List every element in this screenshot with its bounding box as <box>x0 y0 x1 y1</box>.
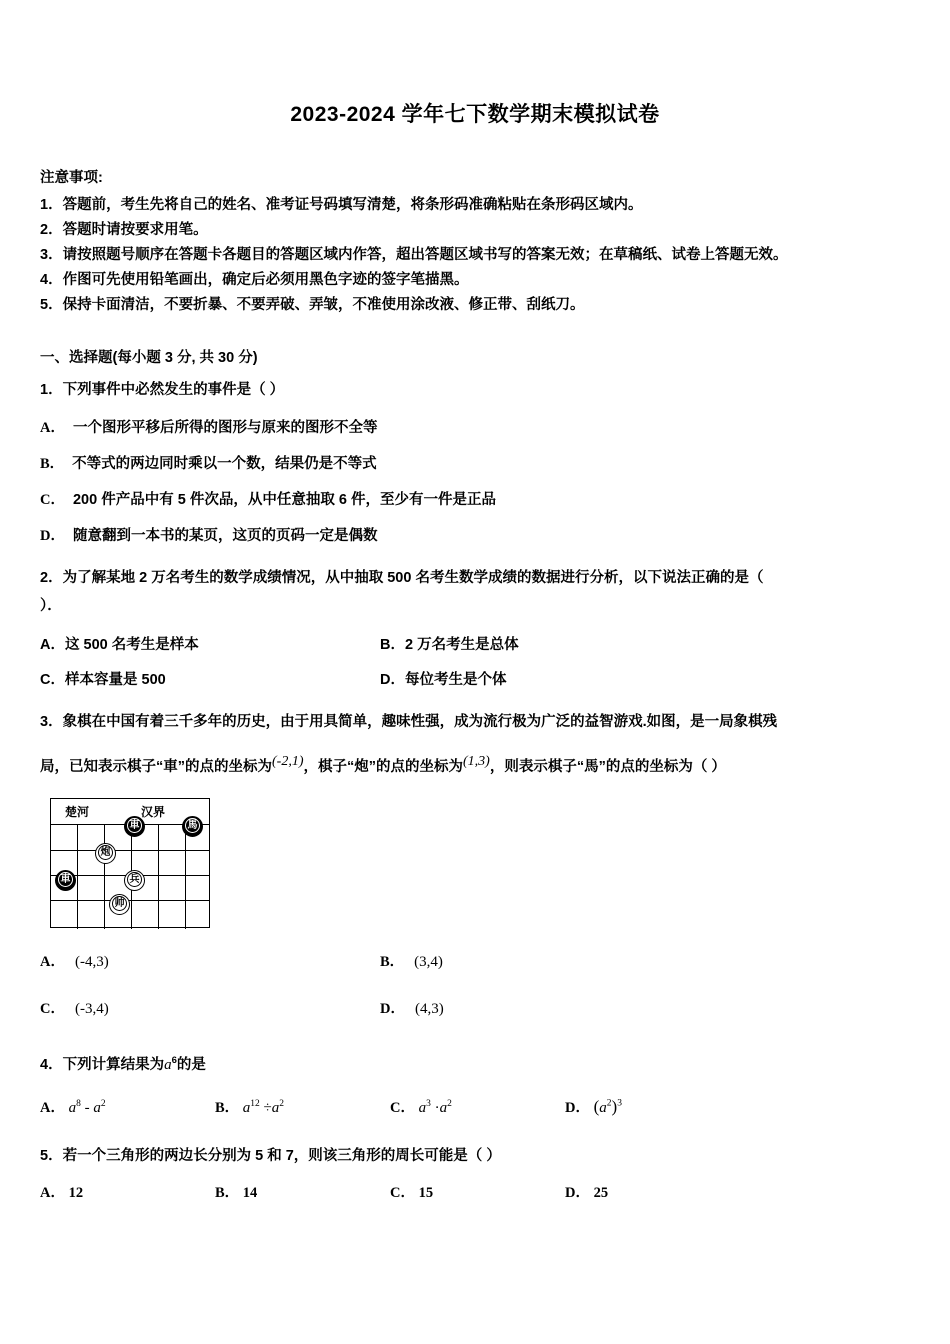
option-text: 这 500 名考生是样本 <box>64 637 199 653</box>
option-text: (4,3) <box>414 1000 444 1017</box>
chess-piece-bing: 兵 <box>124 870 145 891</box>
question-4-option-b <box>215 1096 390 1117</box>
question-2-options-row-1 <box>40 633 910 654</box>
option-label: D． <box>565 1184 590 1201</box>
question-4-number: 4． <box>40 1056 63 1073</box>
option-text: (3,4) <box>414 953 443 970</box>
chess-piece-ma: 馬 <box>182 816 203 837</box>
notice-item: 5．保持卡面清洁，不要折暴、不要弄破、弄皱，不准使用涂改液、修正带、刮纸刀。 <box>40 297 585 313</box>
question-4-stem-b: 的是 <box>176 1056 206 1073</box>
option-text: 12 <box>68 1184 84 1201</box>
option-text: $(a^2)^3$ <box>593 1096 622 1116</box>
question-2-option-c <box>40 668 380 689</box>
option-label: C． <box>40 672 65 688</box>
option-text: (-4,3) <box>74 953 109 970</box>
notice-heading: 注意事项: <box>40 170 103 186</box>
question-4-option-c <box>390 1096 565 1117</box>
question-1-option-a <box>40 417 910 439</box>
option-text: 14 <box>242 1184 258 1201</box>
option-text: 200 件产品中有 5 件次品，从中任意抽取 6 件，至少有一件是正品 <box>72 492 496 508</box>
question-1-stem: 下列事件中必然发生的事件是（ ） <box>62 382 285 398</box>
coordinate-che: (-2,1) <box>272 754 304 769</box>
question-1-option-c <box>40 489 910 511</box>
notice-item: 2．答题时请按要求用笔。 <box>40 222 208 238</box>
option-label: B． <box>215 1184 240 1201</box>
question-3-stem-part-b: ，棋子“炮”的点的坐标为 <box>303 758 463 775</box>
question-1-option-d <box>40 525 910 547</box>
question-4-exponent: 6 <box>171 1054 177 1066</box>
board-vline <box>158 825 159 929</box>
question-3-option-c <box>40 997 380 1018</box>
question-4-options-row <box>40 1096 910 1117</box>
option-text: 2 万名考生是总体 <box>404 637 519 653</box>
chess-piece-pao: 炮 <box>95 843 116 864</box>
question-3 <box>40 709 910 735</box>
option-text: (-3,4) <box>74 1000 109 1017</box>
question-3-option-d <box>380 997 720 1018</box>
board-vline <box>104 825 105 929</box>
option-label: B． <box>380 637 405 653</box>
question-2-stem-line2-wrap <box>40 593 910 619</box>
option-label: D． <box>565 1099 590 1116</box>
page-title: 2023-2024 学年七下数学期末模拟试卷 <box>290 103 660 126</box>
chessboard-figure <box>50 798 910 928</box>
question-3-options-row-2 <box>40 997 910 1018</box>
question-3-stem-part-c: ，则表示棋子“馬”的点的坐标为（ ） <box>489 758 726 775</box>
option-label: B． <box>215 1099 240 1116</box>
option-text: 一个图形平移后所得的图形与原来的图形不全等 <box>72 420 378 436</box>
question-3-stem-line2 <box>40 749 910 780</box>
chess-piece-che-top: 車 <box>124 816 145 837</box>
question-3-option-a <box>40 950 380 971</box>
section-heading: 一、选择题(每小题 3 分, 共 30 分) <box>40 350 258 366</box>
question-2-option-a <box>40 633 380 654</box>
option-text: 随意翻到一本书的某页，这页的页码一定是偶数 <box>72 528 378 544</box>
question-4-option-d <box>565 1096 622 1117</box>
option-label: C． <box>40 1000 65 1017</box>
option-text: $a^8 - a^2$ <box>68 1098 106 1116</box>
question-2 <box>40 565 910 591</box>
option-text: 15 <box>418 1184 434 1201</box>
board-vline <box>185 825 186 929</box>
document-content <box>0 166 950 1202</box>
option-label: D． <box>380 672 405 688</box>
question-5 <box>40 1143 910 1169</box>
option-text: 不等式的两边同时乘以一个数，结果仍是不等式 <box>72 456 377 472</box>
question-5-stem: 若一个三角形的两边长分别为 5 和 7，则该三角形的周长可能是（ ） <box>62 1147 501 1164</box>
board-vline <box>77 825 78 929</box>
chess-piece-shuai: 帅 <box>109 894 130 915</box>
option-label: D． <box>380 1000 405 1017</box>
option-label: D． <box>40 528 65 544</box>
option-label: C． <box>40 492 65 508</box>
option-text: 每位考生是个体 <box>404 672 507 688</box>
option-text: $a^3 \cdot a^2$ <box>418 1098 452 1116</box>
chess-piece-che-left: 車 <box>55 870 76 891</box>
question-5-option-a <box>40 1181 215 1202</box>
option-text: $a^{12} \div a^2$ <box>242 1098 285 1116</box>
option-label: C． <box>390 1099 415 1116</box>
question-4 <box>40 1048 910 1078</box>
river-label-right: 汉界 <box>141 804 166 819</box>
question-3-stem-line1: 象棋在中国有着三千多年的历史，由于用具简单，趣味性强，成为流行极为广泛的益智游戏.如图，是一局象棋残 <box>62 714 778 730</box>
question-3-number: 3． <box>40 714 63 730</box>
option-text: 25 <box>593 1184 609 1201</box>
question-5-options-row <box>40 1181 910 1202</box>
question-5-option-c <box>390 1181 565 1202</box>
option-label: A． <box>40 953 65 970</box>
question-2-options-row-2 <box>40 668 910 689</box>
option-label: B． <box>380 953 405 970</box>
option-text: 样本容量是 500 <box>64 672 166 688</box>
question-5-option-d <box>565 1181 740 1202</box>
question-3-stem-part-a: 局，已知表示棋子“車”的点的坐标为 <box>40 758 272 775</box>
question-2-stem-line2: ）． <box>40 598 62 614</box>
notice-item: 4．作图可先使用铅笔画出，确定后必须用黑色字迹的签字笔描黑。 <box>40 272 469 288</box>
option-label: A． <box>40 420 65 436</box>
question-2-number: 2． <box>40 570 63 586</box>
question-2-stem-line1: 为了解某地 2 万名考生的数学成绩情况，从中抽取 500 名考生数学成绩的数据进行分析，以下说法正确的是（ <box>62 570 764 586</box>
question-5-number: 5． <box>40 1147 63 1164</box>
question-4-option-a <box>40 1096 215 1117</box>
question-2-option-b <box>380 633 720 654</box>
question-5-option-b <box>215 1181 390 1202</box>
question-2-option-d <box>380 668 720 689</box>
question-1-option-b <box>40 453 910 475</box>
notice-item: 1．答题前，考生先将自己的姓名、准考证号码填写清楚，将条形码准确粘贴在条形码区域内。 <box>40 197 643 213</box>
question-1-number: 1． <box>40 382 63 398</box>
option-label: C． <box>390 1184 415 1201</box>
question-3-option-b <box>380 950 720 971</box>
question-1 <box>40 377 910 403</box>
question-4-base: a <box>164 1056 172 1073</box>
question-3-options-row-1 <box>40 950 910 971</box>
option-label: B． <box>40 456 65 472</box>
chessboard <box>50 798 210 928</box>
option-label: A． <box>40 637 65 653</box>
river-label-left: 楚河 <box>65 804 90 819</box>
coordinate-pao: (1,3) <box>463 754 490 769</box>
option-label: A． <box>40 1099 65 1116</box>
question-4-stem-a: 下列计算结果为 <box>62 1056 165 1073</box>
option-label: A． <box>40 1184 65 1201</box>
notice-item: 3．请按照题号顺序在答题卡各题目的答题区域内作答，超出答题区域书写的答案无效；在草稿纸、试卷上答题无效。 <box>40 247 788 263</box>
